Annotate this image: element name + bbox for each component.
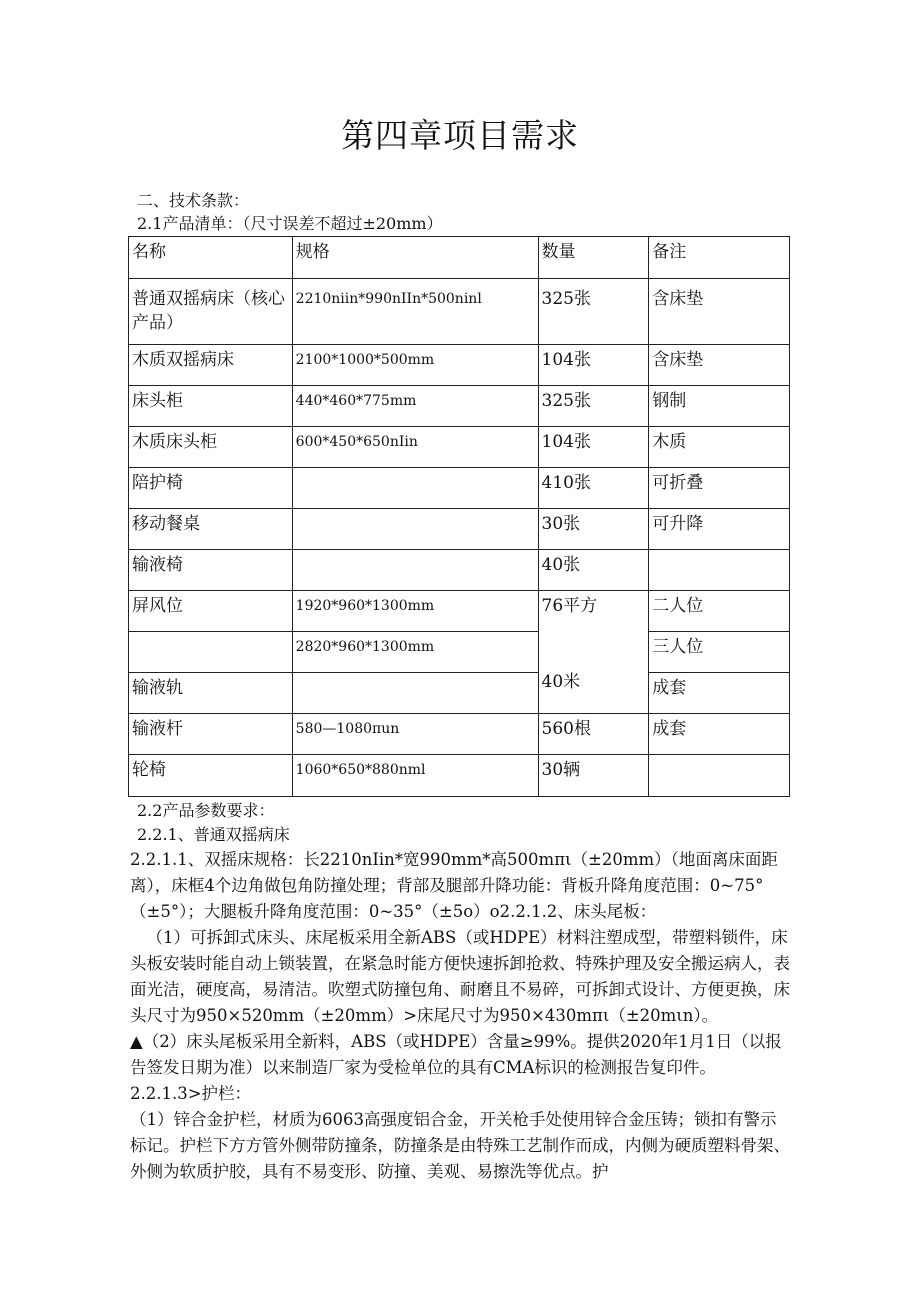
cell-note: 三人位 — [649, 632, 790, 673]
cell-spec: 580—1080πun — [292, 714, 538, 755]
cell-note: 含床垫 — [649, 279, 790, 345]
cell-name: 木质双摇病床 — [129, 345, 293, 386]
cell-name: 轮椅 — [129, 755, 293, 797]
cell-note — [649, 755, 790, 797]
table-row — [129, 673, 790, 714]
cell-note: 可升降 — [649, 509, 790, 550]
cell-qty: 104张 — [538, 427, 649, 468]
cell-spec — [292, 468, 538, 509]
table-row — [129, 714, 790, 755]
table-row — [129, 632, 790, 673]
table-row — [129, 427, 790, 468]
cell-note: 成套 — [649, 673, 790, 714]
cell-name: 屏风位 — [129, 591, 293, 632]
cell-note: 含床垫 — [649, 345, 790, 386]
paragraph-rail: （1）锌合金护栏，材质为6063高强度铝合金，开关枪手处使用锌合金压铸；锁扣有警示标记。护栏下方方管外侧带防撞条，防撞条是由特殊工艺制作而成，内侧为硬质塑料骨架、外侧为软质护胶，具有不易变形、防撞、美观、易擦洗等优点。护 — [130, 1110, 790, 1181]
cell-name: 普通双摇病床（核心产品） — [129, 279, 293, 345]
cell-spec: 2210niin*990nIIn*500ninl — [292, 279, 538, 345]
section-heading-bed: 2.2.1、普通双摇病床 — [137, 825, 290, 844]
table-row — [129, 345, 790, 386]
cell-spec — [292, 673, 538, 714]
table-row — [129, 591, 790, 632]
cell-qty: 30张 — [538, 509, 649, 550]
section-heading-tech: 二、技术条款： — [137, 191, 250, 210]
section-heading-product-list: 2.1产品清单：（尺寸误差不超过±20mm） — [137, 214, 443, 233]
cell-qty: 560根 — [538, 714, 649, 755]
cell-note: 木质 — [649, 427, 790, 468]
cell-spec: 1920*960*1300mm — [292, 591, 538, 632]
header-name: 名称 — [129, 237, 293, 279]
cell-name: 移动餐桌 — [129, 509, 293, 550]
table-row — [129, 755, 790, 797]
cell-spec: 1060*650*880nml — [292, 755, 538, 797]
cell-spec: 2100*1000*500mm — [292, 345, 538, 386]
cell-qty: 30辆 — [538, 755, 649, 797]
table-row — [129, 279, 790, 345]
cell-qty: 325张 — [538, 279, 649, 345]
header-qty: 数量 — [538, 237, 649, 279]
body-text — [130, 847, 792, 1185]
cell-spec — [292, 509, 538, 550]
cell-note: 可折叠 — [649, 468, 790, 509]
table-row — [129, 509, 790, 550]
paragraph-headboard: （1）可拆卸式床头、床尾板采用全新ABS（或HDPE）材料注塑成型，带塑料锁件，床头板安装时能自动上锁装置，在紧急时能方便快速拆卸抢救、特殊护理及安全搬运病人，表面光洁，硬度高，易清洁。吹塑式防撞包角、耐磨且不易碎，可拆卸式设计、方便更换，床头尺寸为950×520mm（±20mm）>床尾尺寸为950×430mπι（±20mιn）。 — [130, 928, 790, 1025]
cell-qty: 40米 — [541, 672, 581, 692]
paragraph-material: ▲（2）床头尾板采用全新料，ABS（或HDPE）含量≥99%。提供2020年1月1日（以报告签发日期为准）以来制造厂家为受检单位的具有CMA标识的检测报告复印件。 — [130, 1032, 782, 1077]
header-spec: 规格 — [292, 237, 538, 279]
cell-qty: 325张 — [538, 386, 649, 427]
cell-name: 输液椅 — [129, 550, 293, 591]
paragraph-rail-heading: 2.2.1.3>护栏： — [130, 1084, 252, 1103]
table-row — [129, 550, 790, 591]
cell-qty: 104张 — [538, 345, 649, 386]
cell-name: 输液轨 — [129, 673, 293, 714]
cell-qty: 40张 — [538, 550, 649, 591]
cell-name — [129, 632, 293, 673]
cell-name: 床头柜 — [129, 386, 293, 427]
header-note: 备注 — [649, 237, 790, 279]
cell-spec — [292, 550, 538, 591]
cell-note: 钢制 — [649, 386, 790, 427]
table-row — [129, 468, 790, 509]
product-table — [128, 236, 790, 797]
cell-name: 陪护椅 — [129, 468, 293, 509]
cell-note — [649, 550, 790, 591]
table-row — [129, 386, 790, 427]
cell-spec: 440*460*775mm — [292, 386, 538, 427]
cell-qty: 410张 — [538, 468, 649, 509]
cell-spec: 2820*960*1300mm — [292, 632, 538, 673]
cell-name: 木质床头柜 — [129, 427, 293, 468]
paragraph-bed-spec: 2.2.1.1、双摇床规格：长2210nIin*宽990mm*高500mπι（±20mm）（地面离床面距离），床框4个边角做包角防撞处理；背部及腿部升降功能：背板升降角度范围：0~75°（±5°）；大腿板升降角度范围：0~35°（±5o）o2.2.1.2、床头尾板： — [130, 850, 778, 921]
page-title: 第四章项目需求 — [341, 116, 579, 155]
cell-note: 二人位 — [649, 591, 790, 632]
section-heading-params: 2.2产品参数要求： — [137, 801, 275, 820]
cell-qty: 76平方 — [541, 596, 598, 616]
cell-name: 输液杆 — [129, 714, 293, 755]
cell-qty-merged — [538, 591, 649, 714]
table-header-row — [129, 237, 790, 279]
cell-spec: 600*450*650nIin — [292, 427, 538, 468]
cell-note: 成套 — [649, 714, 790, 755]
